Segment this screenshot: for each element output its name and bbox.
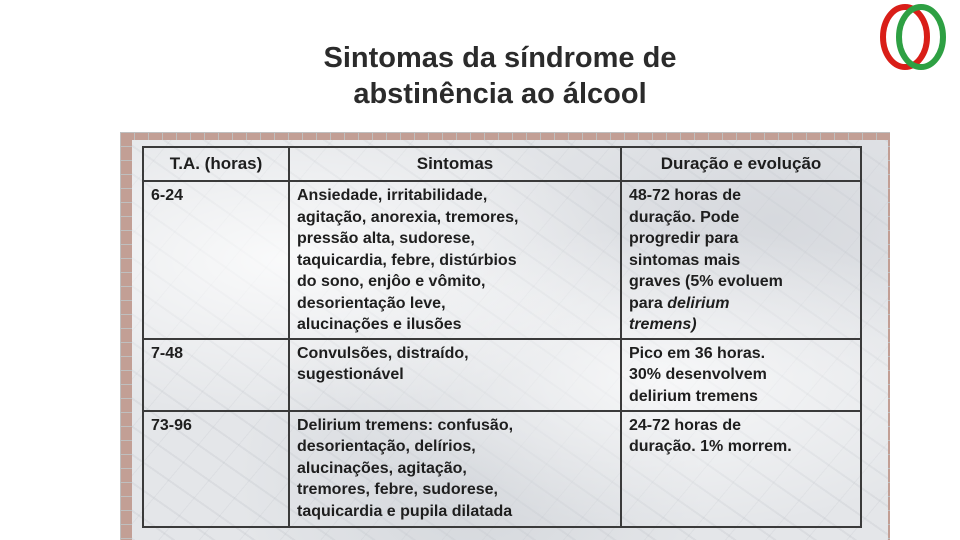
text-line: pressão alta, sudorese, (297, 230, 475, 247)
text-line: 30% desenvolvem (629, 366, 767, 383)
slide-title (200, 40, 800, 112)
text-line: duração. Pode (629, 208, 740, 226)
cell-symptoms (289, 181, 621, 339)
header-ta-hours: T.A. (horas) (143, 147, 289, 181)
text-line (629, 293, 853, 315)
table-row (143, 339, 861, 411)
table-header-row (143, 147, 861, 181)
cell-duration (621, 411, 861, 527)
table-row (143, 181, 861, 339)
text-line: progredir para (629, 230, 739, 247)
header-symptoms: Sintomas (289, 147, 621, 181)
withdrawal-symptoms-table (142, 146, 862, 528)
cell-ta: 73-96 (143, 411, 289, 527)
cell-symptoms (289, 339, 621, 411)
text-line: do sono, enjôo e vômito, (297, 273, 486, 290)
text-line: sintomas mais (629, 251, 741, 269)
text-line: delirium tremens (629, 387, 758, 405)
text-line: sugestionável (297, 366, 404, 383)
text-line: Delirium tremens: confusão, (297, 416, 514, 434)
text-line: alucinações e ilusões (297, 316, 462, 333)
institution-logo-icon (878, 4, 948, 74)
text-fragment: para (629, 294, 663, 312)
text-line: alucinações, agitação, (297, 459, 467, 477)
text-line: Pico em 36 horas. (629, 344, 766, 362)
text-line: 48-72 horas de (629, 187, 742, 204)
slide-title-line-1: Sintomas da síndrome de (323, 42, 677, 74)
cell-ta: 7-48 (143, 339, 289, 411)
text-line: tremores, febre, sudorese, (297, 481, 498, 498)
table-row (143, 411, 861, 527)
slide-title-line-2: abstinência ao álcool (353, 78, 647, 110)
cell-duration (621, 181, 861, 339)
text-line: agitação, anorexia, tremores, (297, 208, 519, 226)
cell-duration (621, 339, 861, 411)
italic-term: delirium (667, 294, 730, 312)
text-line (629, 314, 853, 336)
text-line: desorientação leve, (297, 294, 446, 312)
text-line: desorientação, delírios, (297, 438, 476, 455)
text-line: 24-72 horas de (629, 416, 742, 434)
text-line: Convulsões, distraído, (297, 344, 469, 362)
cell-symptoms (289, 411, 621, 527)
text-line: taquicardia e pupila dilatada (297, 502, 513, 520)
text-line: Ansiedade, irritabilidade, (297, 187, 488, 204)
header-duration-evolution: Duração e evolução (621, 147, 861, 181)
cell-ta: 6-24 (143, 181, 289, 339)
text-line: graves (5% evoluem (629, 273, 783, 290)
text-line: taquicardia, febre, distúrbios (297, 251, 517, 269)
italic-term: tremens) (629, 316, 697, 333)
text-line: duração. 1% morrem. (629, 438, 792, 455)
